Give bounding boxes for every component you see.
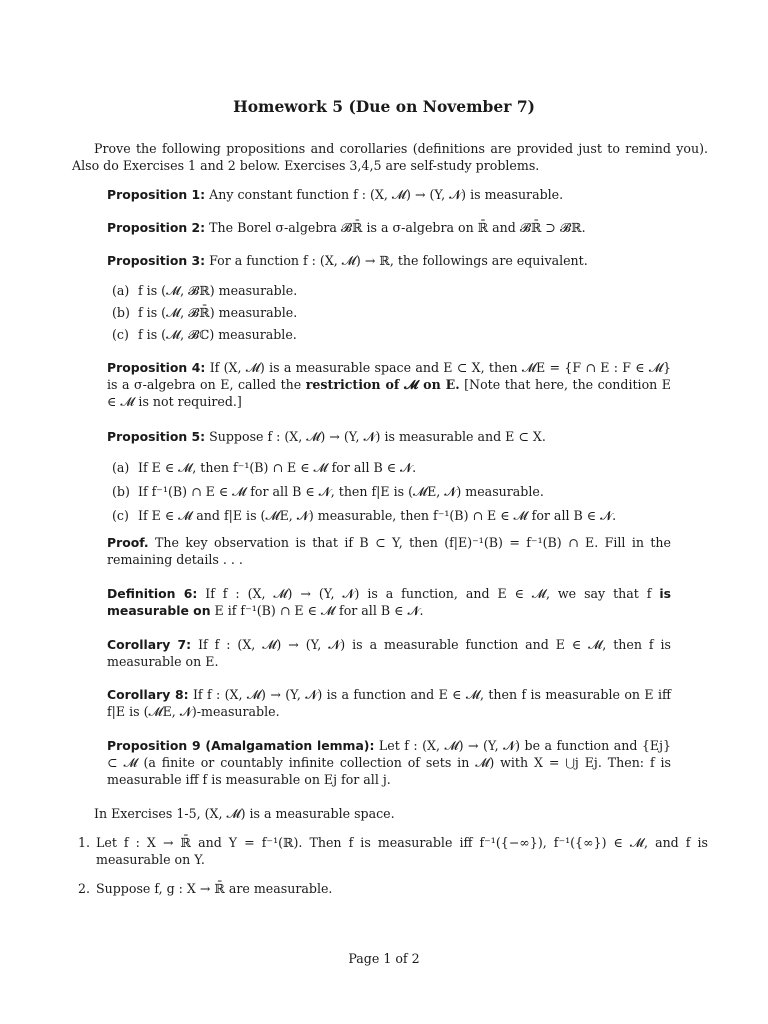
proposition-9-label: Proposition 9 (Amalgamation lemma): [107,738,375,753]
proposition-1-label: Proposition 1: [107,187,206,202]
proposition-5-label: Proposition 5: [107,429,206,444]
list-item: (c) f is (𝓜, 𝓑ℂ) measurable. [112,326,297,342]
proposition-2-label: Proposition 2: [107,220,206,235]
proposition-3-label: Proposition 3: [107,253,206,268]
proposition-5-text: Suppose f : (X, 𝓜) → (Y, 𝓝) is measurable and E ⊂ X. [209,429,546,444]
exercise-2: 2. Suppose f, g : X → ℝ̄ are measurable. [78,881,333,896]
proposition-3 [107,252,671,269]
proposition-5 [107,428,671,445]
proposition-4-label: Proposition 4: [107,360,206,375]
list-item: (b) f is (𝓜, 𝓑ℝ̄) measurable. [112,304,298,320]
exercise-1: 1. Let f : X → ℝ̄ and Y = f⁻¹(ℝ). Then f is measurable iff f⁻¹({−∞}), f⁻¹({∞}) ∈ 𝓜, and f is measurable on Y. [78,835,708,867]
proposition-5-items [112,455,672,527]
proposition-3-items [112,279,672,345]
page-title: Homework 5 (Due on November 7) [233,97,535,116]
corollary-7: Corollary 7: If f : (X, 𝓜) → (Y, 𝓝) is a measurable function and E ∈ 𝓜, then f is measurable on E. [107,637,672,669]
corollary-8-label: Corollary 8: [107,687,189,702]
list-item: (a) If E ∈ 𝓜, then f⁻¹(B) ∩ E ∈ 𝓜 for all B ∈ 𝓝. [112,459,417,475]
intro-paragraph: Prove the following propositions and corollaries (definitions are provided just to remind you). Also do Exercises 1 and 2 below. Exercises 3,4,5 are self-study problems. [72,141,708,173]
list-item: (b) If f⁻¹(B) ∩ E ∈ 𝓜 for all B ∈ 𝓝, then f|E is (𝓜E, 𝓝) measurable. [112,483,544,499]
page-footer: Page 1 of 2 [348,951,420,966]
corollary-8: Corollary 8: If f : (X, 𝓜) → (Y, 𝓝) is a function and E ∈ 𝓜, then f is measurable on E iff f|E is (𝓜E, 𝓝)-measurable. [107,687,671,719]
proof-paragraph: Proof. The key observation is that if B ⊂ Y, then (f|E)⁻¹(B) = f⁻¹(B) ∩ E. Fill in the remaining details . . . [107,535,671,567]
proposition-9: Proposition 9 (Amalgamation lemma): Let f : (X, 𝓜) → (Y, 𝓝) be a function and {Ej} ⊂ 𝓜 (a finite or countably infinite collection of sets in 𝓜) with X = ⋃j Ej. Then: f is measurable iff f is measurable on Ej for all j. [107,738,671,787]
list-item: (c) If E ∈ 𝓜 and f|E is (𝓜E, 𝓝) measurable, then f⁻¹(B) ∩ E ∈ 𝓜 for all B ∈ 𝓝. [112,507,617,523]
definition-6: Definition 6: If f : (X, 𝓜) → (Y, 𝓝) is a function, and E ∈ 𝓜, we say that f is measurable on E if f⁻¹(B) ∩ E ∈ 𝓜 for all B ∈ 𝓝. [107,586,671,618]
proposition-3-text: For a function f : (X, 𝓜) → ℝ, the followings are equivalent. [209,253,588,268]
proposition-4: Proposition 4: If (X, 𝓜) is a measurable space and E ⊂ X, then 𝓜E = {F ∩ E : F ∈ 𝓜} is a σ-algebra on E, called the restriction of 𝓜 on E. [Note that here, the condition E ∈ 𝓜 is not required.] [107,360,671,409]
exercises-intro: In Exercises 1-5, (X, 𝓜) is a measurable space. [94,806,395,821]
list-item: (a) f is (𝓜, 𝓑ℝ) measurable. [112,282,298,298]
proposition-1 [107,186,671,203]
proof-label: Proof. [107,535,149,550]
proposition-2 [107,219,671,236]
corollary-7-label: Corollary 7: [107,637,192,652]
proposition-2-text: The Borel σ-algebra 𝓑ℝ̄ is a σ-algebra on ℝ̄ and 𝓑ℝ̄ ⊃ 𝓑ℝ. [209,220,586,235]
definition-6-label: Definition 6: [107,586,198,601]
proposition-1-text: Any constant function f : (X, 𝓜) → (Y, 𝓝) is measurable. [209,187,564,202]
